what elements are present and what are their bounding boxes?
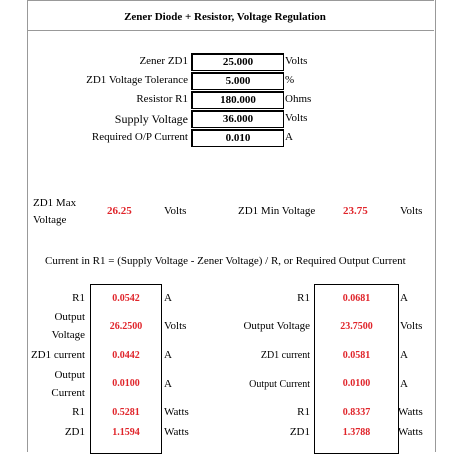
zd1-min-unit: Volts [400, 205, 423, 217]
tolerance-label: ZD1 Voltage Tolerance [86, 74, 188, 86]
zd1-max-label-1: ZD1 Max [33, 197, 77, 209]
right-output-voltage-label: Output Voltage [243, 320, 310, 332]
zd1-max-label-2: Voltage [33, 214, 67, 226]
right-zd1-power-unit: Watts [398, 426, 423, 438]
left-output-voltage-label-2: Voltage [51, 329, 85, 341]
left-r1-unit: A [164, 292, 172, 304]
right-output-voltage-value: 23.7500 [340, 321, 373, 332]
required-current-unit: A [285, 131, 293, 143]
left-output-current-unit: A [164, 378, 172, 390]
right-output-current-value: 0.0100 [342, 378, 371, 389]
left-r1-power-unit: Watts [164, 406, 189, 418]
left-r1-power-value: 0.5281 [112, 407, 140, 418]
right-zd1-current-unit: A [400, 349, 408, 361]
left-zd1-current-unit: A [164, 349, 172, 361]
current-formula: Current in R1 = (Supply Voltage - Zener Voltage) / R, or Required Output Current [45, 255, 406, 267]
left-output-voltage-label-1: Output [54, 311, 85, 323]
left-zd1-current-label: ZD1 current [30, 349, 85, 361]
right-r1-unit: A [400, 292, 408, 304]
zener-label: Zener ZD1 [139, 55, 188, 67]
right-r1-power-label: R1 [297, 406, 310, 418]
right-zd1-current-value: 0.0581 [342, 350, 371, 361]
top-border [27, 0, 434, 1]
supply-voltage-input[interactable]: 36.000 [191, 110, 284, 128]
zd1-min-value: 23.75 [343, 205, 368, 217]
left-r1-label: R1 [72, 292, 85, 304]
right-output-current-unit: A [400, 378, 408, 390]
right-zd1-power-value: 1.3788 [342, 427, 371, 438]
left-output-voltage-value: 26.2500 [109, 321, 143, 332]
zener-voltage-input[interactable]: 25.000 [191, 53, 284, 71]
left-output-current-label-2: Current [51, 387, 85, 399]
zd1-max-value: 26.25 [107, 205, 132, 217]
resistor-input[interactable]: 180.000 [191, 91, 284, 109]
left-zd1-power-value: 1.1594 [112, 427, 140, 438]
left-output-voltage-unit: Volts [164, 320, 187, 332]
input-row-tolerance [0, 72, 450, 89]
left-output-current-label-1: Output [54, 369, 85, 381]
left-r1-power-label: R1 [72, 406, 85, 418]
tolerance-unit: % [285, 74, 295, 86]
page-title: Zener Diode + Resistor, Voltage Regulation [124, 11, 326, 23]
input-row-current [0, 129, 450, 146]
zener-unit: Volts [285, 55, 308, 67]
right-zd1-current-label: ZD1 current [260, 350, 310, 361]
left-zd1-power-unit: Watts [164, 426, 189, 438]
right-output-voltage-unit: Volts [400, 320, 423, 332]
supply-unit: Volts [285, 112, 308, 124]
input-row-supply [0, 110, 450, 127]
zd1-min-label: ZD1 Min Voltage [238, 205, 316, 217]
left-r1-value: 0.0542 [112, 293, 140, 304]
right-r1-label: R1 [297, 292, 310, 304]
left-output-current-value: 0.0100 [112, 378, 140, 389]
supply-label: Supply Voltage [114, 112, 188, 126]
required-current-label: Required O/P Current [91, 131, 188, 143]
resistor-label: Resistor R1 [136, 93, 188, 105]
right-output-current-label: Output Current [249, 379, 310, 390]
zd1-max-unit: Volts [164, 205, 187, 217]
right-r1-value: 0.0681 [342, 293, 371, 304]
left-zd1-power-label: ZD1 [64, 426, 85, 438]
input-row-resistor [0, 91, 450, 108]
left-zd1-current-value: 0.0442 [112, 350, 140, 361]
required-current-input[interactable]: 0.010 [191, 129, 284, 147]
input-row-zener [0, 53, 450, 70]
tolerance-input[interactable]: 5.000 [191, 72, 284, 90]
title-divider [27, 30, 434, 31]
right-r1-power-value: 0.8337 [342, 407, 371, 418]
resistor-unit: Ohms [285, 93, 312, 105]
right-zd1-power-label: ZD1 [289, 426, 310, 438]
right-r1-power-unit: Watts [398, 406, 423, 418]
